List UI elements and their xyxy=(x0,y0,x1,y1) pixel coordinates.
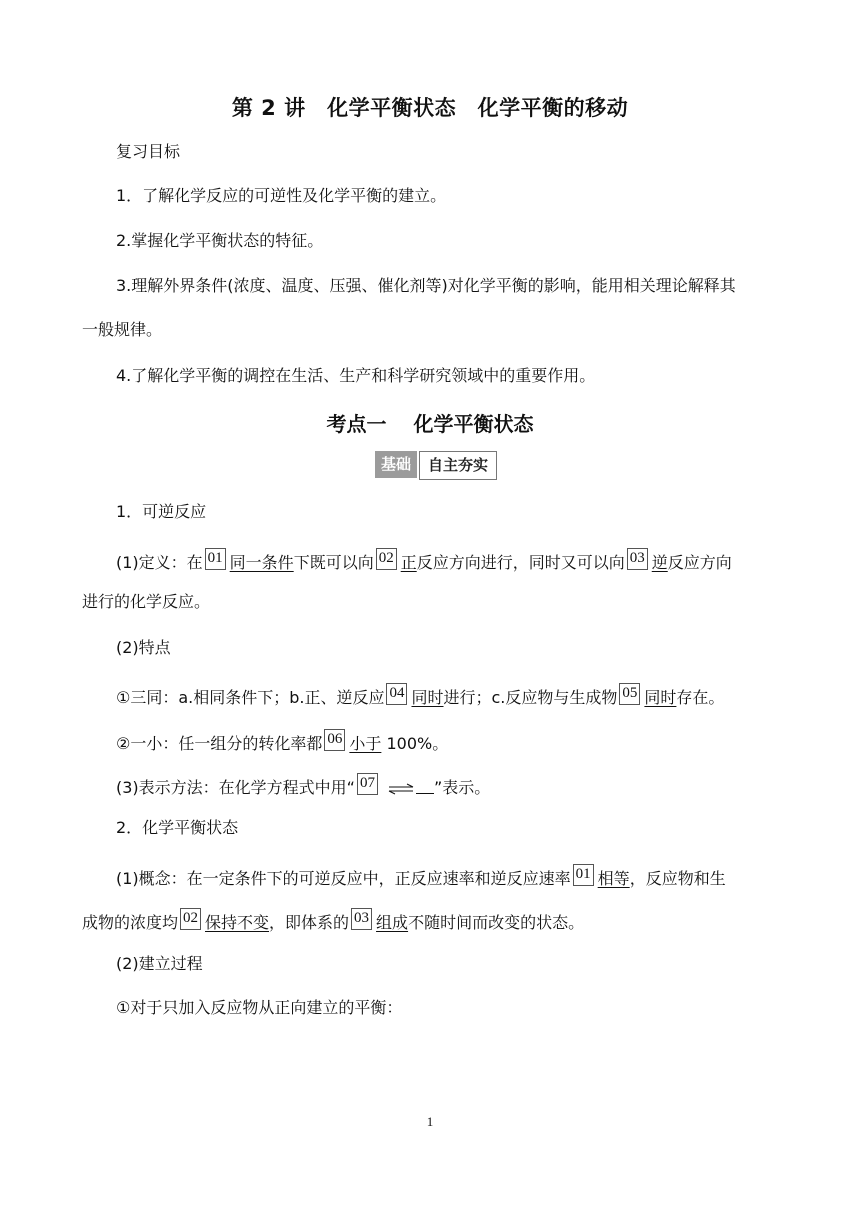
text: 反应方向进行，同时又可以向 xyxy=(416,553,625,572)
blank-number: 01 xyxy=(573,864,594,886)
section-tag xyxy=(375,451,497,480)
tag-basic: 基础 xyxy=(375,451,417,478)
s2-forward: ①对于只加入反应物从正向建立的平衡： xyxy=(116,998,403,1017)
text: ，反应物和生 xyxy=(629,869,726,888)
blank-number: 01 xyxy=(205,548,226,570)
answer: 组成 xyxy=(376,913,409,932)
blank-number: 02 xyxy=(180,908,201,930)
review-goal-3: 3.理解外界条件(浓度、温度、压强、催化剂等)对化学平衡的影响，能用相关理论解释其 xyxy=(116,276,736,295)
answer: 同时 xyxy=(411,688,444,707)
answer: 正 xyxy=(400,553,417,572)
answer: 保持不变 xyxy=(205,913,270,932)
blank-number: 02 xyxy=(376,548,397,570)
s2-heading: 2．化学平衡状态 xyxy=(116,818,239,837)
s2-concept xyxy=(116,864,816,891)
blank-number: 05 xyxy=(619,683,640,705)
answer: 相等 xyxy=(597,869,630,888)
s1-definition xyxy=(116,548,816,575)
blank-number: 03 xyxy=(627,548,648,570)
text: 不随时间而改变的状态。 xyxy=(408,913,585,932)
s1-heading: 1．可逆反应 xyxy=(116,502,207,521)
s1-representation xyxy=(116,773,816,800)
answer: 同时 xyxy=(644,688,677,707)
text: (3)表示方法：在化学方程式中用“ xyxy=(116,778,355,797)
text: 进行；c.反应物与生成物 xyxy=(443,688,618,707)
text: (1)概念：在一定条件下的可逆反应中，正反应速率和逆反应速率 xyxy=(116,869,571,888)
text: 100%。 xyxy=(381,734,449,753)
answer: 同一条件 xyxy=(229,553,294,572)
text: ”表示。 xyxy=(433,778,491,797)
blank-number: 04 xyxy=(386,683,407,705)
blank-number: 07 xyxy=(357,773,378,795)
answer-blank xyxy=(416,779,434,794)
page-title: 第 2 讲 化学平衡状态 化学平衡的移动 xyxy=(231,96,629,120)
s1-definition-cont: 进行的化学反应。 xyxy=(82,592,211,611)
blank-number: 06 xyxy=(324,729,345,751)
review-heading: 复习目标 xyxy=(116,142,181,161)
s2-concept-cont xyxy=(82,908,782,935)
text: ，即体系的 xyxy=(269,913,350,932)
text: (1)定义：在 xyxy=(116,553,203,572)
section-title: 考点一 化学平衡状态 xyxy=(326,412,534,436)
answer: 逆 xyxy=(651,553,668,572)
page-number: 1 xyxy=(426,1114,434,1129)
text: 成物的浓度均 xyxy=(82,913,179,932)
reversible-arrow-icon xyxy=(388,783,414,795)
text: ②一小：任一组分的转化率都 xyxy=(116,734,323,753)
answer: 小于 xyxy=(349,734,382,753)
s2-build-heading: (2)建立过程 xyxy=(116,954,203,973)
blank-number: 03 xyxy=(351,908,372,930)
text: 反应方向 xyxy=(667,553,732,572)
text: 下既可以向 xyxy=(293,553,374,572)
s1-three-same xyxy=(116,683,816,710)
review-goal-4: 4.了解化学平衡的调控在生活、生产和科学研究领域中的重要作用。 xyxy=(116,366,596,385)
review-goal-2: 2.掌握化学平衡状态的特征。 xyxy=(116,231,324,250)
s1-one-small xyxy=(116,729,816,756)
text: ①三同：a.相同条件下；b.正、逆反应 xyxy=(116,688,385,707)
review-goal-3-cont: 一般规律。 xyxy=(82,320,163,339)
tag-self-study: 自主夯实 xyxy=(419,451,497,480)
review-goal-1: 1．了解化学反应的可逆性及化学平衡的建立。 xyxy=(116,186,447,205)
s1-feature-heading: (2)特点 xyxy=(116,638,171,657)
text: 存在。 xyxy=(676,688,725,707)
